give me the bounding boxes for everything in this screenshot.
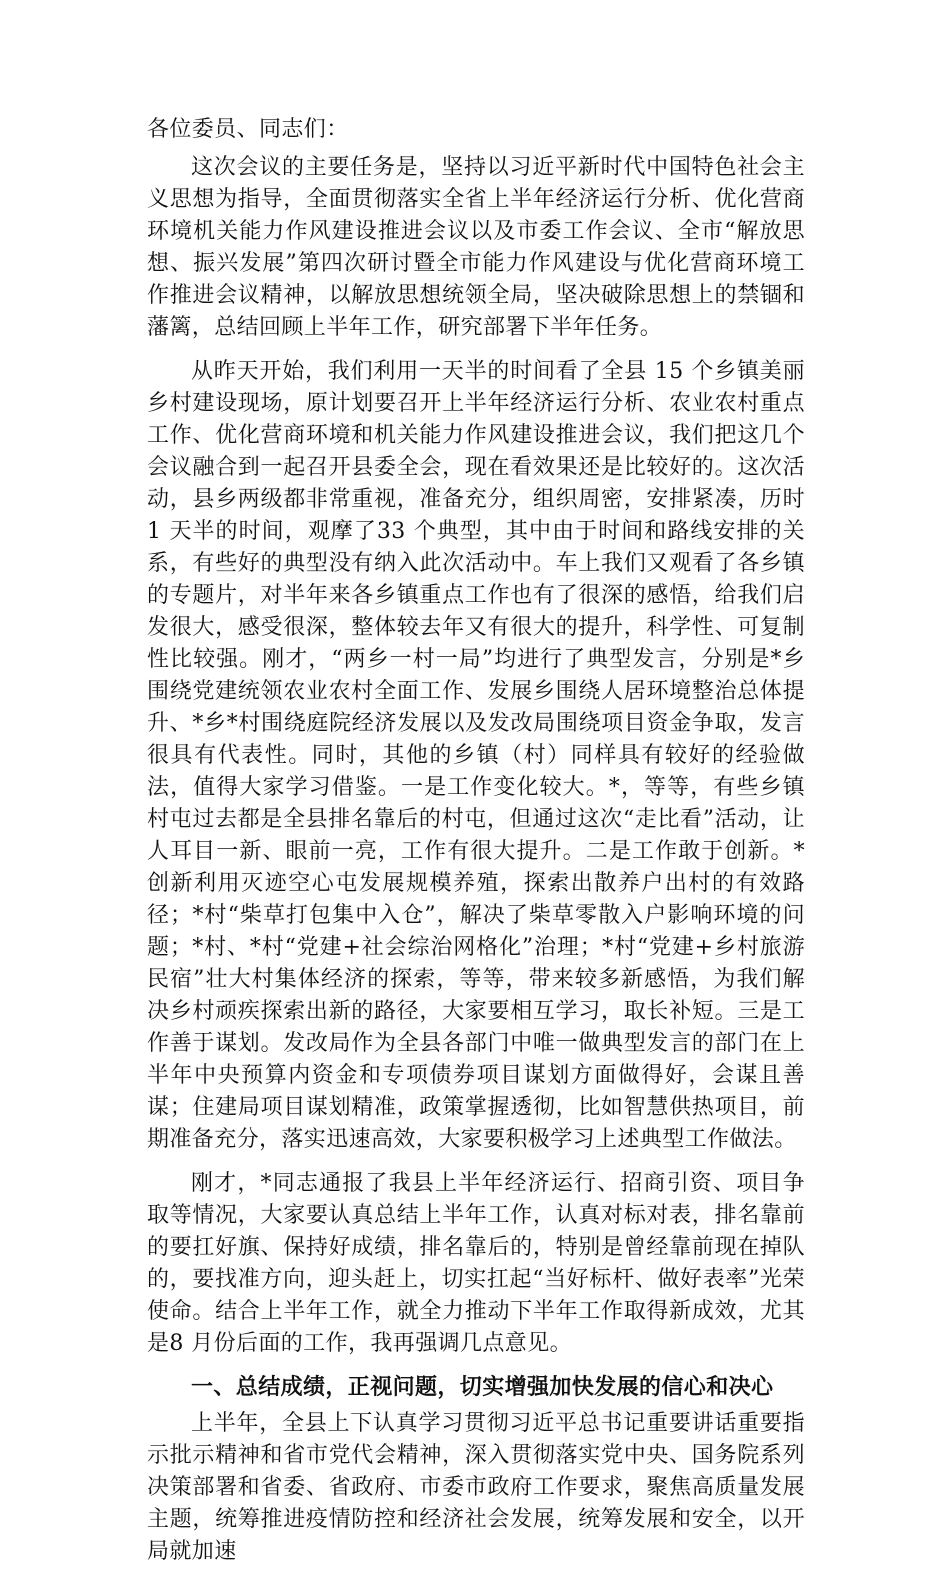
document-page — [147, 114, 805, 1580]
paragraph-observation-activity: 从昨天开始，我们利用一天半的时间看了全县 15 个乡镇美丽乡村建设现场，原计划要召开上半年经济运行分析、农业农村重点工作、优化营商环境和机关能力作风建设推进会议，我们把这几个会议融合到一起召开县委全会，现在看效果还是比较好的。这次活动，县乡两级都非常重视，准备充分，组织周密，安排紧凑，历时 1 天半的时间，观摩了33 个典型，其中由于时间和路线安排的关系，有些好的典型没有纳入此次活动中。车上我们又观看了各乡镇的专题片，对半年来各乡镇重点工作也有了很深的感悟，给我们启发很大，感受很深，整体较去年又有很大的提升，科学性、可复制性比较强。刚才，“两乡一村一局”均进行了典型发言，分别是*乡围绕党建统领农业农村全面工作、发展乡围绕人居环境整治总体提升、*乡*村围绕庭院经济发展以及发改局围绕项目资金争取，发言很具有代表性。同时，其他的乡镇（村）同样具有较好的经验做法，值得大家学习借鉴。一是工作变化较大。*，等等，有些乡镇村屯过去都是全县排名靠后的村屯，但通过这次“走比看”活动，让人耳目一新、眼前一亮，工作有很大提升。二是工作敢于创新。*创新利用灭迹空心屯发展规模养殖，探索出散养户出村的有效路径；*村“柴草打包集中入仓”，解决了柴草零散入户影响环境的问题；*村、*村“党建+社会综治网格化”治理；*村“党建+乡村旅游民宿”壮大村集体经济的探索，等等，带来较多新感悟，为我们解决乡村顽疾探索出新的路径，大家要相互学习，取长补短。三是工作善于谋划。发改局作为全县各部门中唯一做典型发言的部门在上半年中央预算内资金和专项债券项目谋划方面做得好，会谋且善谋；住建局项目谋划精准，政策掌握透彻，比如智慧供热项目，前期准备充分，落实迅速高效，大家要积极学习上述典型工作做法。 — [147, 359, 805, 1152]
salutation: 各位委员、同志们： — [147, 117, 349, 142]
paragraph-economic-report: 刚才，*同志通报了我县上半年经济运行、招商引资、项目争取等情况，大家要认真总结上半年工作，认真对标对表，排名靠前的要扛好旗、保持好成绩，排名靠后的，特别是曾经靠前现在掉队的，要找准方向，迎头赶上，切实扛起“当好标杆、做好表率”光荣使命。结合上半年工作，就全力推动下半年工作取得新成效，尤其是8 月份后面的工作，我再强调几点意见。 — [147, 1171, 805, 1356]
paragraph-first-half-summary: 上半年，全县上下认真学习贯彻习近平总书记重要讲话重要指示批示精神和省市党代会精神，深入贯彻落实党中央、国务院系列决策部署和省委、省政府、市委市政府工作要求，聚焦高质量发展主题，统筹推进疫情防控和经济社会发展，统筹发展和安全，以开局就加速 — [147, 1411, 805, 1564]
paragraph-meeting-task: 这次会议的主要任务是，坚持以习近平新时代中国特色社会主义思想为指导，全面贯彻落实全省上半年经济运行分析、优化营商环境机关能力作风建设推进会议以及市委工作会议、全市“解放思想、振兴发展”第四次研讨暨全市能力作风建设与优化营商环境工作推进会议精神，以解放思想统领全局，坚决破除思想上的禁锢和藩篱，总结回顾上半年工作，研究部署下半年任务。 — [147, 155, 805, 340]
section-heading-1: 一、总结成绩，正视问题，切实增强加快发展的信心和决心 — [191, 1375, 774, 1400]
